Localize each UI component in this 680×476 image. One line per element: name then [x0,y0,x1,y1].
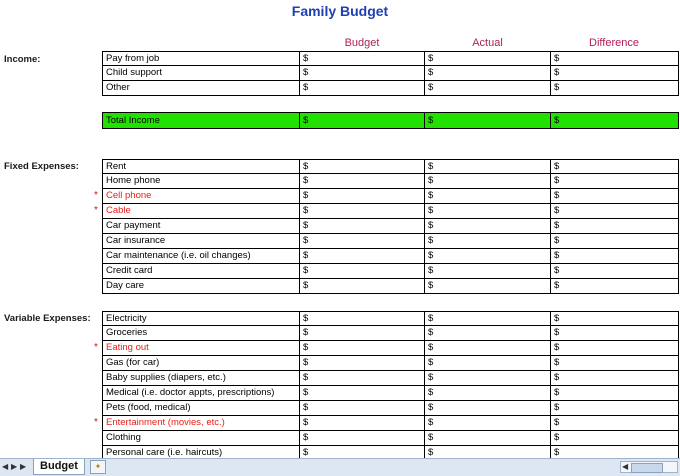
table-row [102,341,679,356]
budget-cell[interactable]: $ [301,326,425,340]
actual-cell[interactable]: $ [426,249,551,263]
table-row [102,51,679,66]
table-row [102,371,679,386]
horizontal-scrollbar[interactable] [620,461,678,473]
budget-cell[interactable]: $ [301,66,425,80]
table-row [102,81,679,96]
budget-cell[interactable]: $ [301,174,425,188]
actual-cell[interactable]: $ [426,279,551,293]
row-label-cell[interactable]: Child support [103,66,300,80]
actual-cell[interactable]: $ [426,81,551,95]
table-row [102,174,679,189]
difference-cell[interactable]: $ [554,327,560,338]
difference-cell[interactable]: $ [554,67,560,78]
scroll-left-icon[interactable]: ◀ [622,462,629,471]
actual-cell[interactable]: $ [426,312,551,325]
table-row [102,326,679,341]
budget-cell[interactable]: $ [301,160,425,173]
row-label-cell[interactable]: Car insurance [103,234,300,248]
row-label-cell[interactable]: Credit card [103,264,300,278]
actual-cell[interactable]: $ [426,371,551,385]
budget-cell[interactable]: $ [301,341,425,355]
row-label-cell[interactable]: Gas (for car) [103,356,300,370]
flag-marker: * [94,205,98,216]
budget-cell[interactable]: $ [301,52,425,65]
section-income-label: Income: [4,54,41,65]
budget-cell[interactable]: $ [301,81,425,95]
flag-marker: * [94,342,98,353]
actual-cell[interactable]: $ [426,326,551,340]
difference-cell[interactable]: $ [554,357,560,368]
difference-cell[interactable]: $ [554,402,560,413]
budget-cell[interactable]: $ [301,234,425,248]
table-row [102,401,679,416]
row-label-cell[interactable]: Home phone [103,174,300,188]
difference-cell[interactable]: $ [554,313,560,324]
budget-cell[interactable]: $ [301,279,425,293]
row-label-cell[interactable]: Car maintenance (i.e. oil changes) [103,249,300,263]
table-row [102,219,679,234]
difference-cell[interactable]: $ [554,53,560,64]
difference-cell[interactable]: $ [554,161,560,172]
page-title: Family Budget [291,3,389,19]
difference-cell[interactable]: $ [554,190,560,201]
difference-cell[interactable]: $ [554,115,560,126]
actual-cell[interactable]: $ [426,160,551,173]
row-label-cell[interactable]: Pets (food, medical) [103,401,300,415]
budget-cell[interactable]: $ [301,264,425,278]
table-row [102,249,679,264]
table-row [102,386,679,401]
actual-cell[interactable]: $ [426,113,551,128]
difference-cell[interactable]: $ [554,82,560,93]
actual-cell[interactable]: $ [426,401,551,415]
actual-cell[interactable]: $ [426,416,551,430]
actual-cell[interactable]: $ [426,264,551,278]
table-row [102,279,679,294]
table-row [102,446,679,458]
difference-cell[interactable]: $ [554,250,560,261]
scrollbar-thumb[interactable] [631,463,663,473]
insert-sheet-icon[interactable]: ✦ [90,460,106,474]
difference-cell[interactable]: $ [554,280,560,291]
section-fixed-label: Fixed Expenses: [4,161,79,172]
actual-cell[interactable]: $ [426,356,551,370]
actual-cell[interactable]: $ [426,66,551,80]
row-label-cell[interactable]: Eating out [103,341,300,355]
difference-cell[interactable]: $ [554,175,560,186]
table-row [102,112,679,129]
difference-cell[interactable]: $ [554,342,560,353]
actual-cell[interactable]: $ [426,189,551,203]
row-label-cell[interactable]: Medical (i.e. doctor appts, prescriptions) [103,386,300,400]
table-row [102,66,679,81]
column-header-difference: Difference [589,37,639,49]
actual-cell[interactable]: $ [426,234,551,248]
row-label-cell[interactable]: Car payment [103,219,300,233]
row-label-cell[interactable]: Clothing [103,431,300,445]
row-label-cell[interactable]: Other [103,81,300,95]
column-header-actual: Actual [472,37,503,49]
row-label-cell[interactable]: Cable [103,204,300,218]
budget-cell[interactable]: $ [301,371,425,385]
sheet-tab-bar [0,458,680,476]
actual-cell[interactable]: $ [426,446,551,458]
difference-cell[interactable]: $ [554,387,560,398]
table-row [102,416,679,431]
actual-cell[interactable]: $ [426,386,551,400]
section-variable-label: Variable Expenses: [4,313,91,324]
row-label-cell[interactable]: Personal care (i.e. haircuts) [103,446,300,458]
table-row [102,264,679,279]
column-header-budget: Budget [344,37,380,49]
budget-cell[interactable]: $ [301,446,425,458]
table-row [102,189,679,204]
table-row [102,356,679,371]
actual-cell[interactable]: $ [426,204,551,218]
table-row [102,159,679,174]
row-label-cell[interactable]: Cell phone [103,189,300,203]
flag-marker: * [94,417,98,428]
budget-cell[interactable]: $ [301,356,425,370]
first-sheet-icon[interactable]: ◀ [2,462,9,471]
budget-cell[interactable]: $ [301,401,425,415]
row-label-cell[interactable]: Rent [103,160,300,173]
difference-cell[interactable]: $ [554,417,560,428]
difference-cell[interactable]: $ [554,205,560,216]
budget-cell[interactable]: $ [301,219,425,233]
row-label-cell[interactable]: Day care [103,279,300,293]
row-label-cell[interactable]: Groceries [103,326,300,340]
difference-cell[interactable]: $ [554,372,560,383]
difference-cell[interactable]: $ [554,220,560,231]
flag-marker: * [94,190,98,201]
difference-cell[interactable]: $ [554,447,560,458]
budget-cell[interactable]: $ [301,416,425,430]
row-label-cell[interactable]: Pay from job [103,52,300,65]
actual-cell[interactable]: $ [426,431,551,445]
row-label-cell[interactable]: Baby supplies (diapers, etc.) [103,371,300,385]
budget-cell[interactable]: $ [301,312,425,325]
prev-sheet-icon[interactable]: ▶ [11,462,18,471]
budget-cell[interactable]: $ [301,249,425,263]
actual-cell[interactable]: $ [426,174,551,188]
actual-cell[interactable]: $ [426,341,551,355]
actual-cell[interactable]: $ [426,52,551,65]
table-row [102,204,679,219]
budget-cell[interactable]: $ [301,386,425,400]
difference-cell[interactable]: $ [554,432,560,443]
budget-cell[interactable]: $ [301,204,425,218]
row-label-cell[interactable]: Total Income [103,113,300,128]
actual-cell[interactable]: $ [426,219,551,233]
difference-cell[interactable]: $ [554,265,560,276]
row-label-cell[interactable]: Electricity [103,312,300,325]
budget-cell[interactable]: $ [301,113,425,128]
sheet-tab-budget[interactable]: Budget [33,459,85,475]
next-sheet-icon[interactable]: ▶ [20,462,27,471]
budget-cell[interactable]: $ [301,189,425,203]
budget-cell[interactable]: $ [301,431,425,445]
difference-cell[interactable]: $ [554,235,560,246]
row-label-cell[interactable]: Entertainment (movies, etc.) [103,416,300,430]
table-row [102,311,679,326]
table-row [102,234,679,249]
table-row [102,431,679,446]
